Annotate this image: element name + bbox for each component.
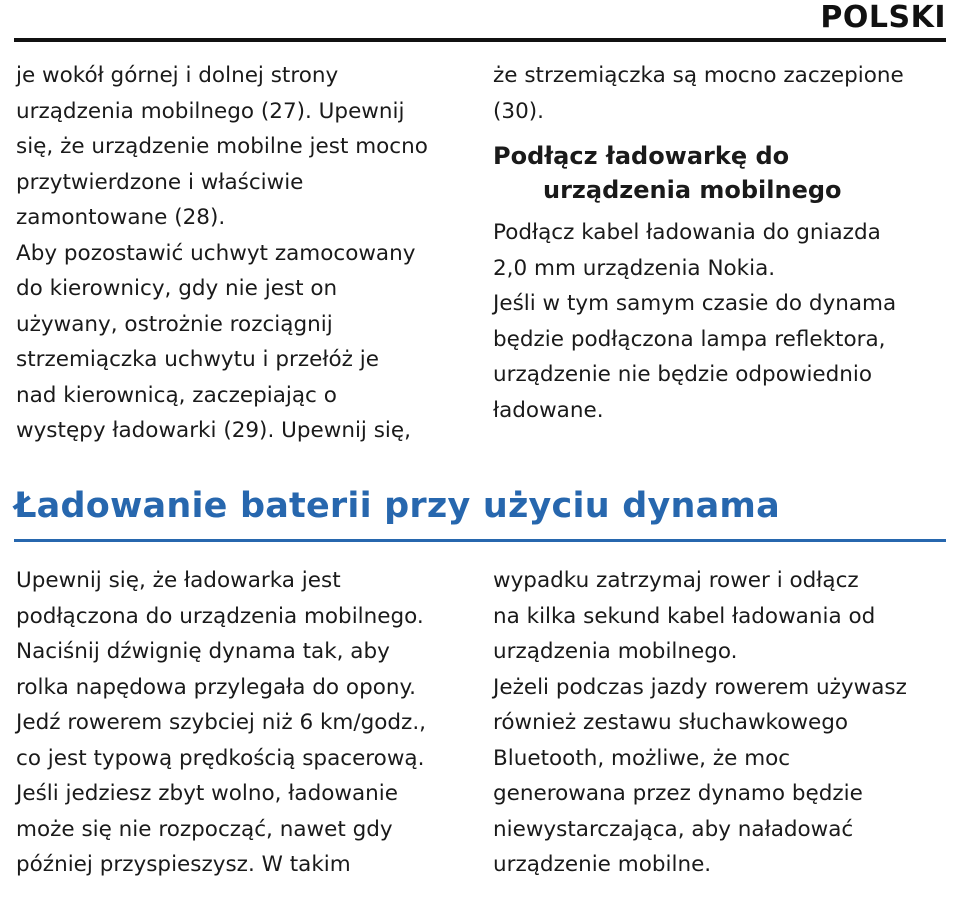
- bottom-right-column: [493, 563, 948, 883]
- paragraph: że strzemiączka są mocno zaczepione (30).: [493, 63, 904, 124]
- paragraph: je wokół górnej i dolnej strony urządzenia mobilnego (27). Upewnij się, że urządzenie mobilne jest mocno przytwierdzone i właściwie zamontowane (28).: [16, 63, 428, 230]
- section-title: Ładowanie baterii przy użyciu dynama: [14, 486, 780, 526]
- subheading: [493, 139, 943, 207]
- top-right-column: [493, 58, 943, 428]
- paragraph: Jeżeli podczas jazdy rowerem używasz również zestawu słuchawkowego Bluetooth, możliwe, że moc generowana przez dynamo będzie niewystarczająca, aby naładować urządzenie mobilne.: [493, 674, 907, 877]
- subheading-line-1: Podłącz ładowarkę do: [493, 142, 790, 170]
- paragraph: Jeśli w tym samym czasie do dynama będzie podłączona lampa reflektora, urządzenie nie będzie odpowiednio ładowane.: [493, 291, 897, 423]
- subheading-line-2: urządzenia mobilnego: [543, 176, 842, 204]
- bottom-left-column: [16, 563, 471, 883]
- section-rule: [14, 539, 946, 542]
- paragraph: Jedź rowerem szybciej niż 6 km/godz., co jest typową prędkością spacerową. Jeśli jedziesz zbyt wolno, ładowanie może się nie rozpocząć, nawet gdy później przyspieszysz. W takim: [16, 710, 427, 877]
- paragraph: Podłącz kabel ładowania do gniazda 2,0 mm urządzenia Nokia.: [493, 220, 881, 281]
- header-rule: [14, 38, 946, 42]
- paragraph: Upewnij się, że ładowarka jest podłączona do urządzenia mobilnego.: [16, 568, 424, 629]
- language-header: POLSKI: [820, 0, 946, 35]
- paragraph: Aby pozostawić uchwyt zamocowany do kierownicy, gdy nie jest on używany, ostrożnie rozciągnij strzemiączka uchwytu i przełóż je nad kierownicą, zaczepiając o występy ładowarki (29). Upewnij się,: [16, 240, 416, 443]
- paragraph: Naciśnij dźwignię dynama tak, aby rolka napędowa przylegała do opony.: [16, 639, 416, 700]
- top-left-column: [16, 58, 466, 449]
- paragraph: wypadku zatrzymaj rower i odłącz na kilka sekund kabel ładowania od urządzenia mobilnego.: [493, 568, 876, 664]
